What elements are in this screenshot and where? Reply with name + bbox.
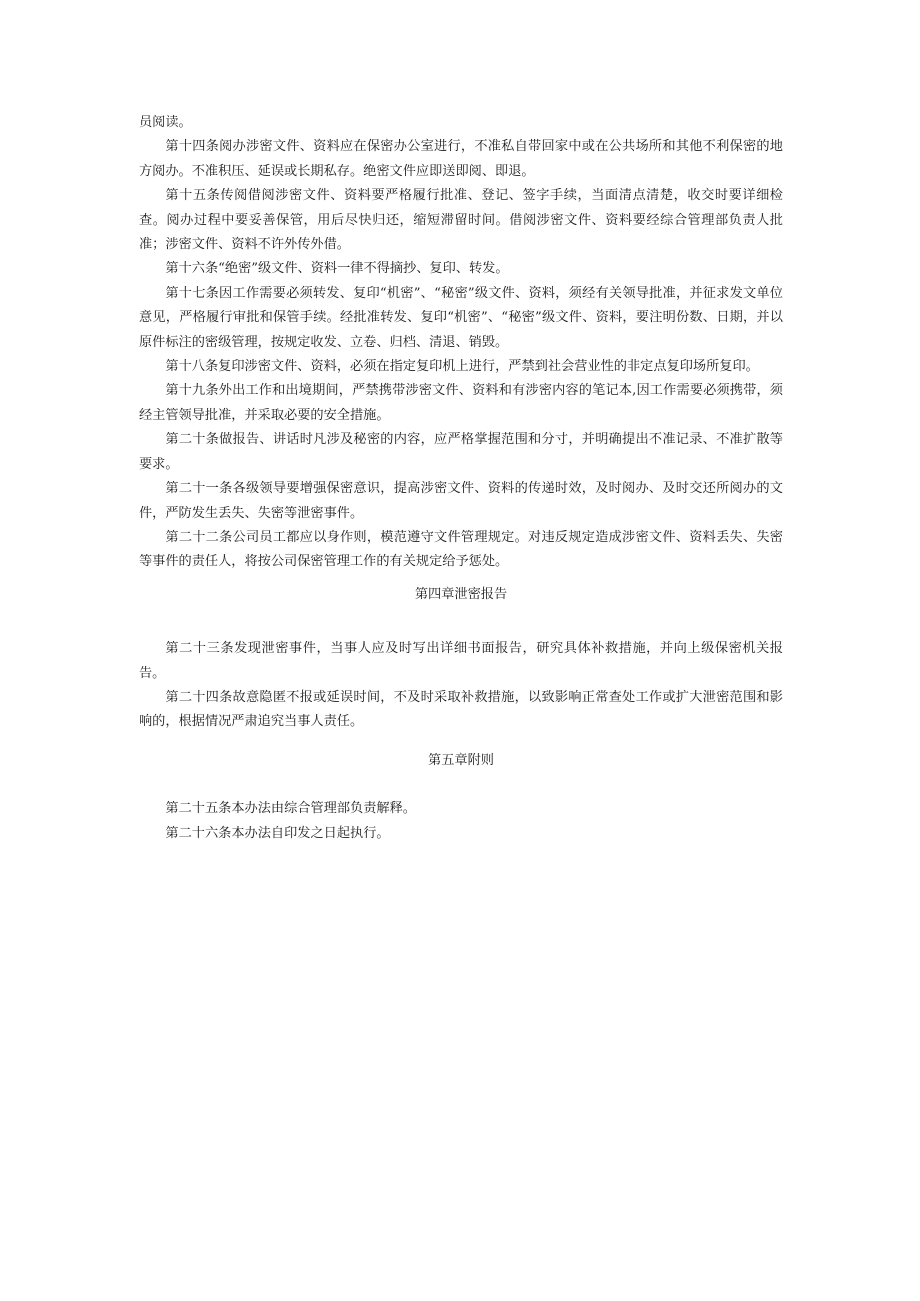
article-20: 第二十条做报告、讲话时凡涉及秘密的内容，应严格掌握范围和分寸，并明确提出不准记录、不准扩散等要求。 [139,432,783,472]
article-23: 第二十三条发现泄密事件，当事人应及时写出详细书面报告，研究具体补救措施，并向上级保密机关报告。 [139,641,783,681]
article-22: 第二十二条公司员工都应以身作则，模范遵守文件管理规定。对违反规定造成涉密文件、资料丢失、失密等事件的责任人，将按公司保密管理工作的有关规定给予惩处。 [139,529,783,570]
article-15: 第十五条传阅借阅涉密文件、资料要严格履行批准、登记、签字手续，当面清点清楚，收交时要详细检查。阅办过程中要妥善保管，用后尽快归还，缩短滞留时间。借阅涉密文件、资料要经综合管理部负责人批准；涉密文件、资料不许外传外借。 [139,188,783,253]
article-18: 第十八条复印涉密文件、资料，必须在指定复印机上进行，严禁到社会营业性的非定点复印场所复印。 [165,359,759,375]
continuation-text: 员阅读。 [139,115,192,130]
chapter-5-heading: 第五章附则 [428,752,494,768]
chapter-4-heading: 第四章泄密报告 [414,586,508,602]
article-19: 第十九条外出工作和出境期间，严禁携带涉密文件、资料和有涉密内容的笔记本,因工作需要必须携带，须经主管领导批准，并采取必要的安全措施。 [139,383,783,423]
article-16: 第十六条“绝密”级文件、资料一律不得摘抄、复印、转发。 [165,261,509,277]
article-21: 第二十一条各级领导要增强保密意识，提高涉密文件、资料的传递时效，及时阅办、及时交还所阅办的文件，严防发生丢失、失密等泄密事件。 [139,481,783,521]
article-25: 第二十五条本办法由综合管理部负责解释。 [165,801,416,817]
article-17: 第十七条因工作需要必须转发、复印“机密”、“秘密”级文件、资料，须经有关领导批准，并征求发文单位意见，严格履行审批和保管手续。经批准转发、复印“机密”、“秘密”级文件、资料，要注明份数、日期，并以原件标注的密级管理，按规定收发、立卷、归档、清退、销毁。 [139,285,783,350]
article-14: 第十四条阅办涉密文件、资料应在保密办公室进行，不准私自带回家中或在公共场所和其他不利保密的地方阅办。不准积压、延误或长期私存。绝密文件应即送即阅、即退。 [139,139,783,179]
document-page [139,111,783,846]
article-24: 第二十四条故意隐匿不报或延误时间，不及时采取补救措施，以致影响正常查处工作或扩大泄密范围和影响的，根据情况严肃追究当事人责任。 [139,689,783,730]
article-26: 第二十六条本办法自印发之日起执行。 [165,825,390,841]
